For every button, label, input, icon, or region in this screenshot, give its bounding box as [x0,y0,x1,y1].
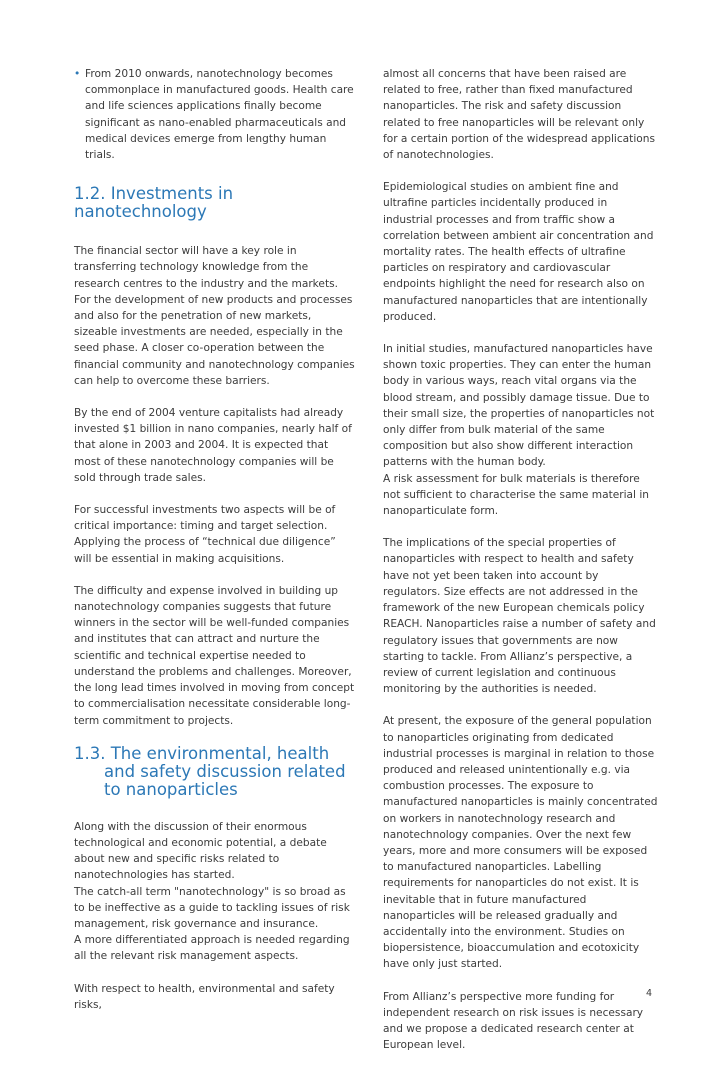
paragraph: The difficulty and expense involved in building up nanotechnology companies suggests that future winners in the sector will be well-funded companies and institutes that can attract and nurture the scientific and technical expertise needed to understand the problems and challenges. Moreover, the long lead times involved in moving from concept to commercialisation necessitate considerable long-term commitment to projects. [74,584,355,727]
paragraph: Along with the discussion of their enormous technological and economic potential, a debate about new and specific risks related to nanotechnologies has started. [74,820,327,882]
bullet-text: From 2010 onwards, nanotechnology becomes commonplace in manufactured goods. Health care and life sciences applications finally become significant as nano-enabled pharmaceuticals and medical devices emerge from lengthy human trials. [85,68,354,162]
paragraph: From Allianz’s perspective more funding for independent research on risk issues is necessary and we propose a dedicated research center at European level. [383,990,644,1052]
paragraph: In initial studies, manufactured nanoparticles have shown toxic properties. They can enter the human body in various ways, reach vital organs via the blood stream, and possibly damage tissue. Due to their small size, the properties of nanoparticles not only differ from bulk material of the same composition but also show different interaction patterns with the human body. [383,343,655,469]
page-number: 4 [646,988,653,999]
paragraph: The implications of the special properties of nanoparticles with respect to health and safety have not yet been taken into account by regulators. Size effects are not addressed in the framework of the new European chemicals policy REACH. Nanoparticles raise a number of safety and regulatory issues that governments are now starting to tackle. From Allianz’s perspective, a review of current legislation and continuous monitoring by the authorities is needed. [383,537,656,696]
paragraph: For successful investments two aspects will be of critical importance: timing and target selection. Applying the process of “technical due diligence” will be essential in making acquisitions. [74,504,336,565]
paragraph: By the end of 2004 venture capitalists had already invested $1 billion in nano companies, nearly half of that alone in 2003 and 2004. It is expected that most of these nanotechnology companies will be sold through trade sales. [74,407,352,484]
bullet-dot: • [74,68,81,80]
paragraph: Epidemiological studies on ambient fine and ultrafine particles incidentally produced in industrial processes and from traffic show a correlation between ambient air concentration and mortality rates. The health effects of ultrafine particles on respiratory and cardiovascular endpoints highlight the need for research also on manufactured nanoparticles that are intentionally produced. [383,181,654,323]
paragraph: The catch-all term "nanotechnology" is so broad as to be ineffective as a guide to tackling issues of risk management, risk governance and insurance. [74,885,350,930]
paragraph: A risk assessment for bulk materials is therefore not sufficient to characterise the same material in nanoparticulate form. [383,472,650,518]
bullet-item [74,66,356,163]
left-column [74,66,356,1029]
section-heading-1-2: 1.2. Investments in nanotechnology [74,184,234,222]
right-column [383,66,659,1069]
paragraph: almost all concerns that have been raised are related to free, rather than fixed manufactured nanoparticles. The risk and safety discussion related to free nanoparticles will be relevant only for a certain portion of the widespread applications of nanotechnologies. [383,68,655,162]
paragraph: At present, the exposure of the general population to nanoparticles originating from dedicated industrial processes is marginal in relation to those produced and released unintentionally e.g. via combustion processes. The exposure to manufactured nanoparticles is mainly concentrated on workers in nanotechnology research and nanotechnology companies. Over the next few years, more and more consumers will be exposed to manufactured nanoparticles. Labelling requirements for nanoparticles do not exist. It is inevitable that in future manufactured nanoparticles will be released gradually and accidentally into the environment. Studies on biopersistence, bioaccumulation and ecotoxicity have only just started. [383,715,658,971]
paragraph: With respect to health, environmental and safety risks, [74,982,335,1011]
paragraph: The financial sector will have a key role in transferring technology knowledge from the research centres to the industry and the markets. For the development of new products and processes and also for the penetration of new markets, sizeable investments are needed, especially in the seed phase. A closer co-operation between the financial community and nanotechnology companies can help to overcome these barriers. [74,245,355,387]
paragraph: A more differentiated approach is needed regarding all the relevant risk management aspects. [74,934,350,963]
section-heading-1-3: 1.3. The environmental, health and safety discussion related to nanoparticles [74,743,346,799]
